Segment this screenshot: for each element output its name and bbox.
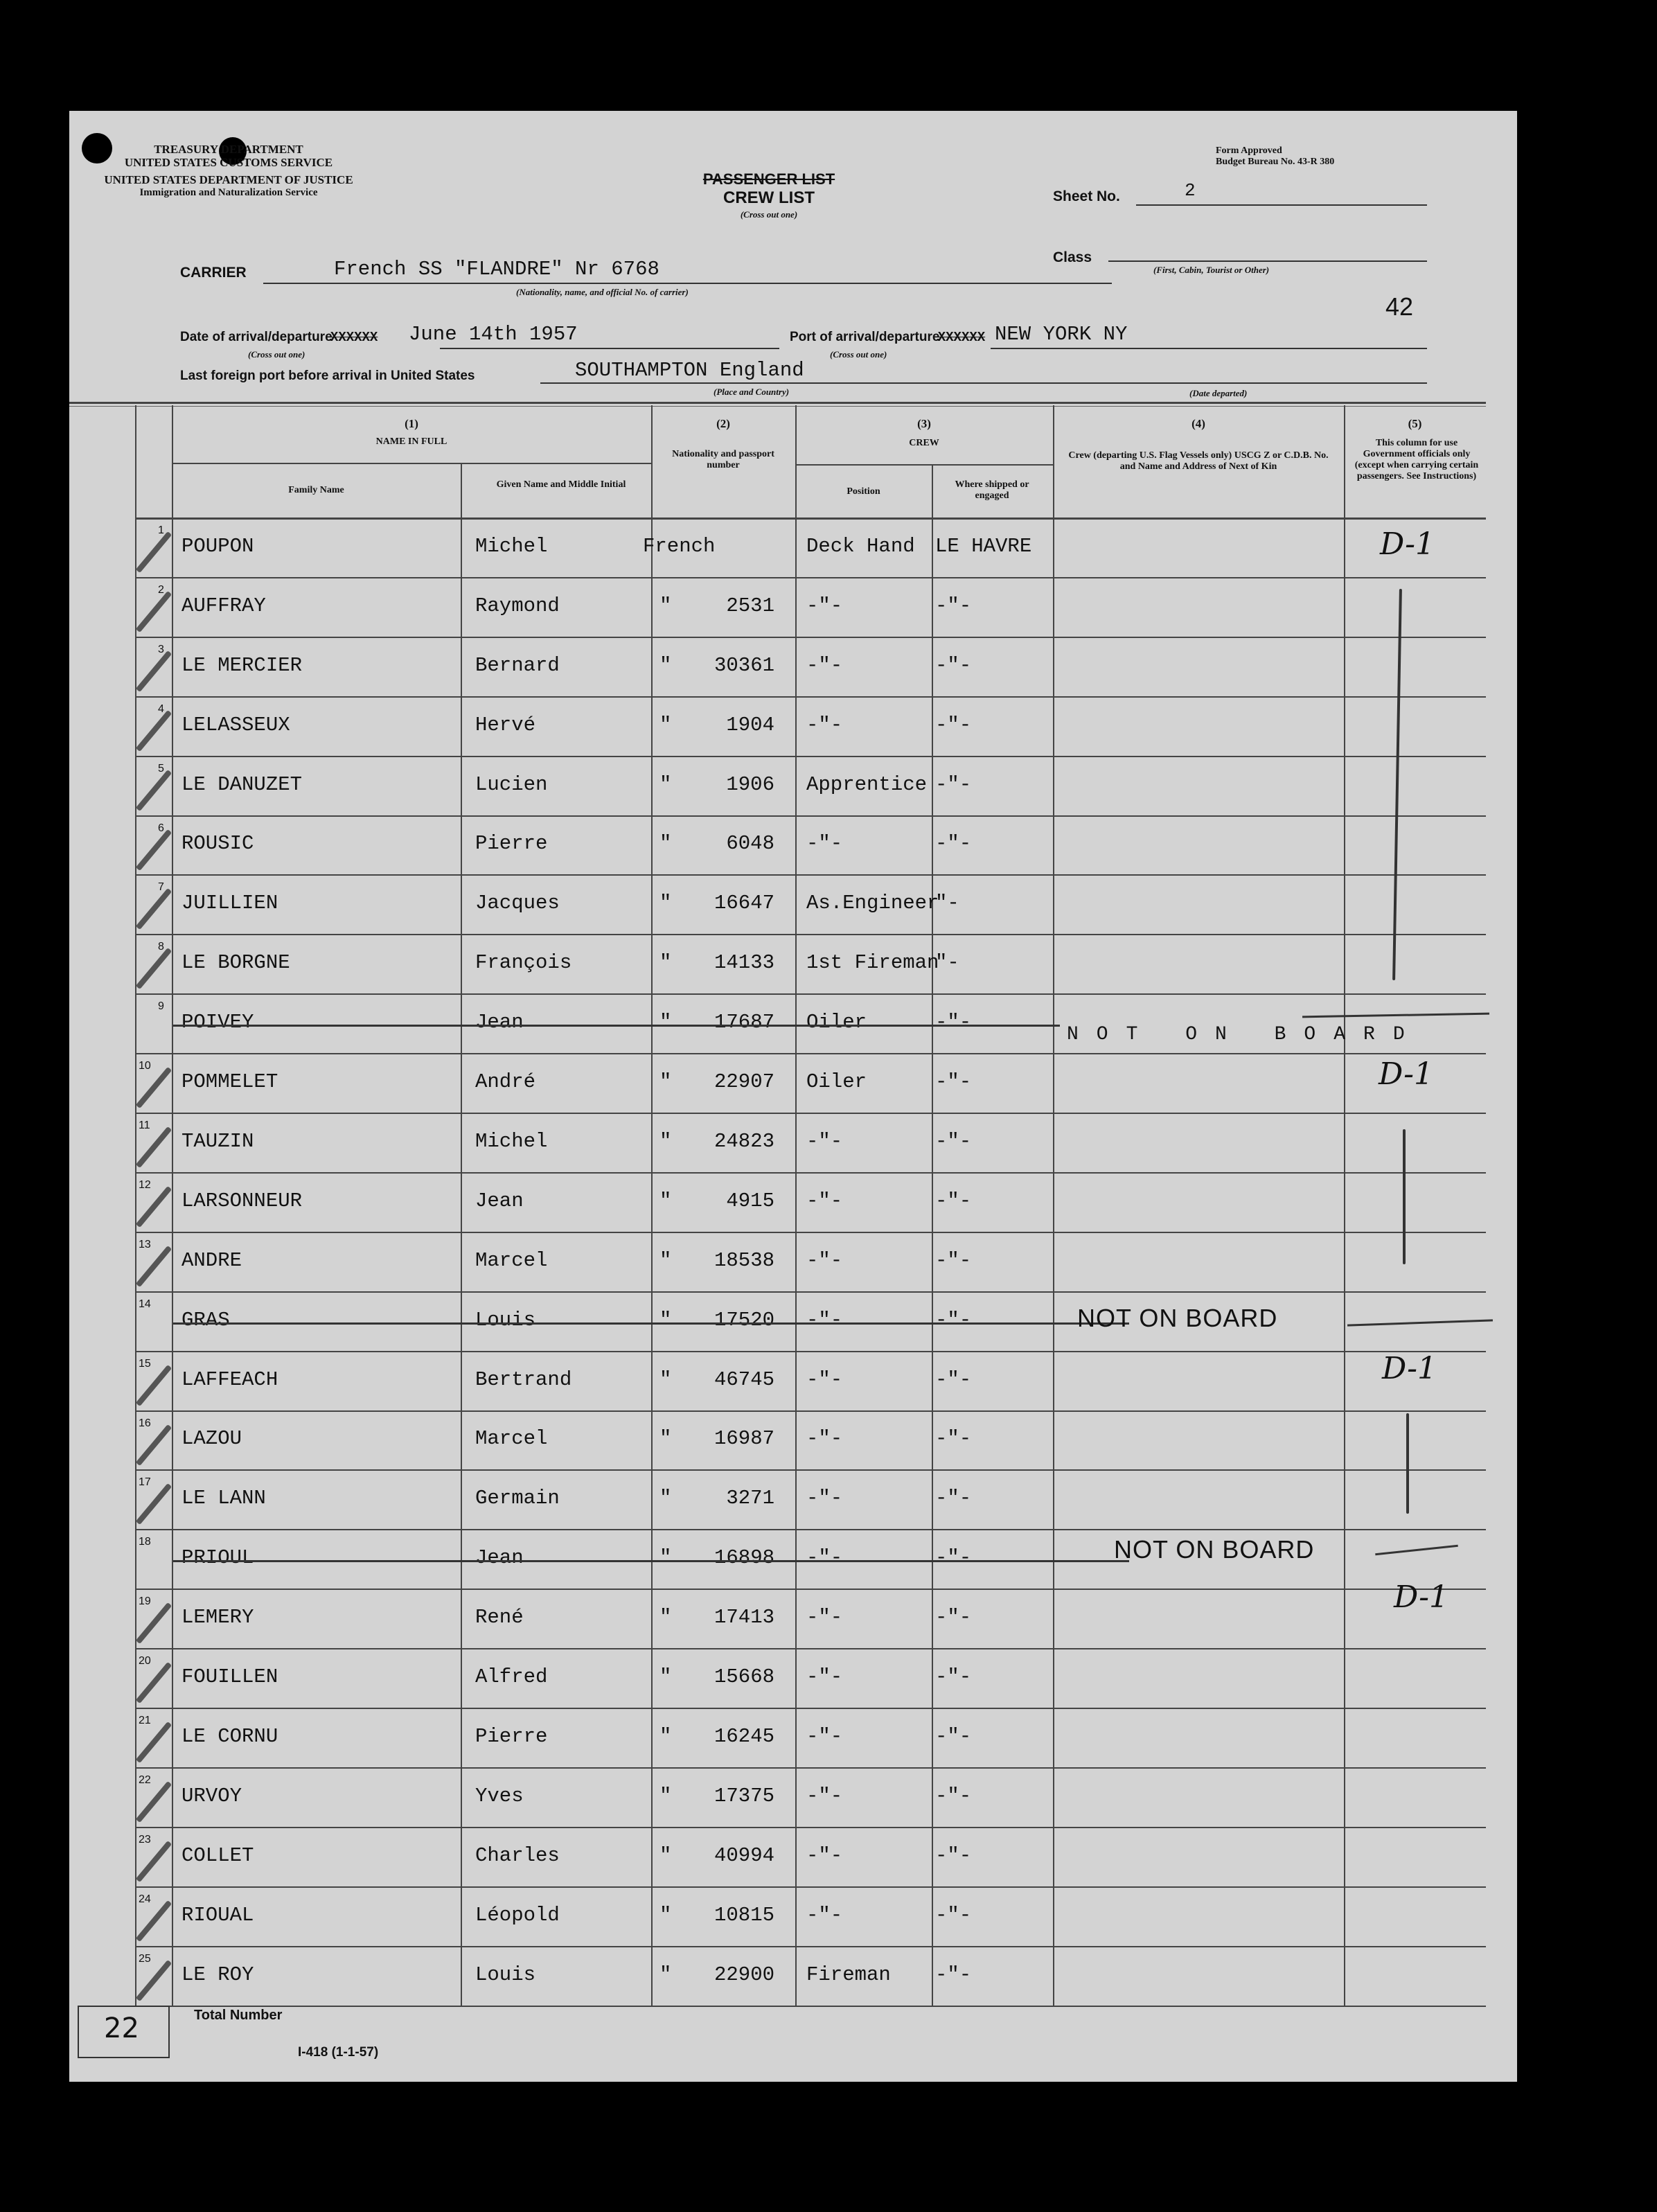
ditto-mark: " — [659, 1248, 672, 1272]
passport-number: 2531 — [726, 594, 774, 617]
row-number: 5 — [158, 762, 164, 775]
row-number: 21 — [139, 1715, 151, 1726]
check-mark — [136, 710, 172, 752]
col5-number: (5) — [1408, 417, 1422, 430]
form-title-crossed: PASSENGER LIST — [702, 170, 835, 188]
col1-title: NAME IN FULL — [375, 436, 448, 447]
agency-line-2: UNITED STATES CUSTOMS SERVICE — [124, 156, 333, 169]
where-shipped: -"- — [935, 594, 972, 617]
ditto-mark: " — [659, 1129, 672, 1153]
col1-number: (1) — [405, 417, 418, 430]
last-port-value: SOUTHAMPTON England — [575, 359, 804, 382]
position: Apprentice — [806, 772, 928, 796]
position: -"- — [806, 1129, 843, 1153]
given-name: Alfred — [475, 1665, 548, 1689]
check-mark — [136, 1841, 172, 1882]
form-number: I-418 (1-1-57) — [298, 2045, 379, 2060]
passport-number: 22907 — [714, 1070, 774, 1094]
port-arrival-label-text: Port of arrival/departure — [790, 330, 940, 344]
position: -"- — [806, 713, 843, 736]
port-arrival-value: NEW YORK NY — [995, 323, 1128, 346]
given-name: Raymond — [475, 594, 560, 617]
given-name: Jean — [475, 1011, 524, 1034]
passport-number: 1906 — [726, 772, 774, 796]
passport-number: 16647 — [714, 892, 774, 915]
passport-number: 24823 — [714, 1129, 774, 1153]
carrier-value: French SS "FLANDRE" Nr 6768 — [334, 258, 659, 281]
check-mark — [136, 829, 172, 870]
family-name: POMMELET — [181, 1070, 278, 1094]
col3-position-header: Position — [847, 486, 880, 497]
passport-number: 6048 — [726, 832, 774, 856]
where-shipped: -"- — [935, 1129, 972, 1153]
col2-number: (2) — [716, 417, 730, 430]
passport-number: 22900 — [714, 1963, 774, 1986]
position: -"- — [806, 832, 843, 856]
ditto-mark: " — [659, 1963, 672, 1986]
sheet-no-value: 2 — [1185, 180, 1196, 201]
title-crossout-note: (Cross out one) — [740, 209, 798, 220]
position: -"- — [806, 1606, 843, 1629]
passport-number: 4915 — [726, 1189, 774, 1212]
given-name: Hervé — [475, 713, 536, 736]
given-name: Jacques — [475, 892, 560, 915]
where-shipped: -"- — [935, 713, 972, 736]
col1-family-header: Family Name — [288, 485, 344, 495]
where-shipped: "- — [935, 951, 959, 975]
hand-bracket-3 — [1406, 1413, 1409, 1514]
row-number: 15 — [139, 1357, 151, 1370]
family-name: LEMERY — [181, 1606, 254, 1629]
handwritten-d1-c: D-1 — [1382, 1351, 1437, 1386]
total-number-value: 22 — [104, 2012, 139, 2044]
ditto-mark: " — [659, 1011, 672, 1034]
ditto-mark: " — [659, 892, 672, 915]
last-port-label: Last foreign port before arrival in United States — [180, 369, 475, 383]
handwritten-d1-b: D-1 — [1379, 1056, 1433, 1092]
row-number: 16 — [139, 1417, 151, 1429]
date-arrival-label-text: Date of arrival/departure — [180, 330, 333, 344]
where-shipped: -"- — [935, 1963, 972, 1986]
check-mark — [136, 1126, 172, 1168]
handwritten-d1-d: D-1 — [1394, 1580, 1448, 1615]
not-on-board-stamp-row14: NOT ON BOARD — [1077, 1304, 1278, 1332]
row-number: 25 — [139, 1952, 151, 1965]
where-shipped: -"- — [935, 653, 972, 677]
ditto-mark: " — [659, 1903, 672, 1927]
row-number: 20 — [139, 1655, 151, 1667]
ditto-mark: " — [659, 1784, 672, 1807]
given-name: Bertrand — [475, 1368, 572, 1391]
where-shipped: -"- — [935, 1784, 972, 1807]
class-note: (First, Cabin, Tourist or Other) — [1153, 265, 1270, 275]
position: -"- — [806, 1903, 843, 1927]
carrier-label: CARRIER — [180, 265, 247, 281]
position: -"- — [806, 1487, 843, 1510]
position: Deck Hand — [806, 534, 915, 558]
carrier-note: (Nationality, name, and official No. of carrier) — [516, 287, 689, 297]
ditto-mark: " — [659, 653, 672, 677]
ditto-mark: " — [659, 1368, 672, 1391]
position: -"- — [806, 1843, 843, 1867]
family-name: RIOUAL — [181, 1903, 254, 1927]
given-name: André — [475, 1070, 536, 1094]
ditto-mark: " — [659, 594, 672, 617]
form-title: CREW LIST — [723, 188, 815, 207]
row-number: 17 — [139, 1476, 151, 1489]
family-name: LELASSEUX — [181, 713, 290, 736]
check-mark — [136, 1662, 172, 1704]
position: Oiler — [806, 1070, 867, 1094]
family-name: LE ROY — [181, 1963, 254, 1986]
check-mark — [136, 651, 172, 692]
check-mark — [136, 1722, 172, 1763]
where-shipped: -"- — [935, 1665, 972, 1689]
family-name: LE LANN — [181, 1487, 266, 1510]
given-name: Marcel — [475, 1248, 548, 1272]
row-number: 22 — [139, 1773, 151, 1786]
date-arrival-value: June 14th 1957 — [409, 323, 578, 346]
col1-given-header: Given Name and Middle Initial — [496, 479, 626, 490]
position: -"- — [806, 1427, 843, 1451]
nationality: French — [643, 534, 716, 558]
family-name: LE BORGNE — [181, 951, 290, 975]
form-approved-text: Form Approved — [1216, 145, 1282, 156]
row-number: 13 — [139, 1238, 151, 1250]
where-shipped: -"- — [935, 1368, 972, 1391]
position: -"- — [806, 1368, 843, 1391]
given-name: René — [475, 1606, 524, 1629]
position: -"- — [806, 1784, 843, 1807]
passport-number: 40994 — [714, 1843, 774, 1867]
given-name: Michel — [475, 1129, 548, 1153]
ditto-mark: " — [659, 1308, 672, 1331]
position: -"- — [806, 1248, 843, 1272]
given-name: François — [475, 951, 572, 975]
ditto-mark: " — [659, 1724, 672, 1748]
passport-number: 17687 — [714, 1011, 774, 1034]
col3-title: CREW — [909, 438, 939, 448]
date-crossed-mark: XXXXXX — [330, 330, 378, 345]
row-number: 8 — [158, 941, 164, 953]
ditto-mark: " — [659, 713, 672, 736]
given-name: Pierre — [475, 832, 548, 856]
position: Fireman — [806, 1963, 891, 1986]
row-number: 24 — [139, 1893, 151, 1905]
family-name: GRAS — [181, 1308, 230, 1331]
check-mark — [136, 769, 172, 811]
not-on-board-typed: NOT ON BOARD — [1067, 1024, 1423, 1045]
check-mark — [136, 948, 172, 989]
family-name: LE DANUZET — [181, 772, 303, 796]
where-shipped: "- — [935, 892, 959, 915]
passport-number: 10815 — [714, 1903, 774, 1927]
position: -"- — [806, 1308, 843, 1331]
row-number: 14 — [139, 1298, 151, 1310]
ditto-mark: " — [659, 1843, 672, 1867]
port-crossout-note: (Cross out one) — [830, 349, 887, 360]
passport-number: 16245 — [714, 1724, 774, 1748]
ditto-mark: " — [659, 1487, 672, 1510]
family-name: LARSONNEUR — [181, 1189, 303, 1212]
not-on-board-stamp-row18: NOT ON BOARD — [1114, 1535, 1315, 1564]
ditto-mark: " — [659, 1427, 672, 1451]
position: 1st Fireman — [806, 951, 939, 975]
given-name: Charles — [475, 1843, 560, 1867]
row-number: 3 — [158, 643, 164, 655]
passport-number: 16898 — [714, 1546, 774, 1570]
check-mark — [136, 531, 172, 573]
stamp-number: 42 — [1385, 292, 1414, 321]
date-departed-note: (Date departed) — [1189, 388, 1248, 398]
where-shipped: -"- — [935, 1248, 972, 1272]
passport-number: 17413 — [714, 1606, 774, 1629]
check-mark — [136, 1483, 172, 1525]
date-crossout-note: (Cross out one) — [248, 349, 305, 360]
agency-line-4: Immigration and Naturalization Service — [139, 187, 318, 198]
col5-title: This column for use Government officials only (except when carrying certain passengers. See Instructions) — [1354, 438, 1479, 481]
row-number: 1 — [158, 524, 164, 536]
position: -"- — [806, 1724, 843, 1748]
given-name: Marcel — [475, 1427, 548, 1451]
position: Oiler — [806, 1011, 867, 1034]
where-shipped: -"- — [935, 1903, 972, 1927]
given-name: Jean — [475, 1546, 524, 1570]
check-mark — [136, 1424, 172, 1465]
ditto-mark: " — [659, 832, 672, 856]
passport-number: 17520 — [714, 1308, 774, 1331]
ditto-mark: " — [659, 1665, 672, 1689]
where-shipped: -"- — [935, 1606, 972, 1629]
position: -"- — [806, 594, 843, 617]
passport-number: 1904 — [726, 713, 774, 736]
family-name: POIVEY — [181, 1011, 254, 1034]
check-mark — [136, 1364, 172, 1406]
given-name: Léopold — [475, 1903, 560, 1927]
where-shipped: -"- — [935, 1308, 972, 1331]
row-number: 6 — [158, 822, 164, 834]
family-name: TAUZIN — [181, 1129, 254, 1153]
row-number: 7 — [158, 881, 164, 894]
last-port-note: (Place and Country) — [714, 387, 790, 397]
col3-number: (3) — [917, 417, 931, 430]
check-mark — [136, 1186, 172, 1228]
position: -"- — [806, 1665, 843, 1689]
check-mark — [136, 1246, 172, 1287]
passport-number: 17375 — [714, 1784, 774, 1807]
given-name: Bernard — [475, 653, 560, 677]
passport-number: 46745 — [714, 1368, 774, 1391]
passport-number: 3271 — [726, 1487, 774, 1510]
where-shipped: -"- — [935, 1070, 972, 1094]
where-shipped: -"- — [935, 1843, 972, 1867]
ditto-mark: " — [659, 951, 672, 975]
given-name: Pierre — [475, 1724, 548, 1748]
row-number: 11 — [139, 1120, 150, 1131]
passport-number: 15668 — [714, 1665, 774, 1689]
port-crossed-mark: XXXXXX — [937, 330, 986, 345]
col4-number: (4) — [1191, 417, 1205, 430]
check-mark — [136, 888, 172, 930]
total-number-label: Total Number — [194, 2008, 283, 2023]
given-name: Lucien — [475, 772, 548, 796]
position: -"- — [806, 653, 843, 677]
ditto-mark: " — [659, 1189, 672, 1212]
family-name: POUPON — [181, 534, 254, 558]
passport-number: 30361 — [714, 653, 774, 677]
family-name: LE MERCIER — [181, 653, 303, 677]
family-name: URVOY — [181, 1784, 242, 1807]
check-mark — [136, 1602, 172, 1644]
family-name: LAZOU — [181, 1427, 242, 1451]
sheet-no-label: Sheet No. — [1053, 188, 1120, 204]
row-number: 9 — [158, 1000, 164, 1013]
crew-list-document — [69, 111, 1517, 2082]
agency-line-1: TREASURY DEPARTMENT — [154, 143, 303, 156]
ditto-mark: " — [659, 1546, 672, 1570]
family-name: ANDRE — [181, 1248, 242, 1272]
where-shipped: LE HAVRE — [935, 534, 1032, 558]
ditto-mark: " — [659, 772, 672, 796]
where-shipped: -"- — [935, 1546, 972, 1570]
given-name: Michel — [475, 534, 548, 558]
check-mark — [136, 1900, 172, 1942]
col3-where-header: Where shipped or engaged — [955, 479, 1029, 501]
row-number: 4 — [158, 702, 164, 715]
given-name: Yves — [475, 1784, 524, 1807]
given-name: Louis — [475, 1963, 536, 1986]
passport-number: 16987 — [714, 1427, 774, 1451]
position: -"- — [806, 1189, 843, 1212]
ditto-mark: " — [659, 1070, 672, 1094]
hand-bracket-2 — [1403, 1129, 1406, 1264]
col2-title: Nationality and passport number — [672, 449, 774, 470]
where-shipped: -"- — [935, 1011, 972, 1034]
passport-number: 18538 — [714, 1248, 774, 1272]
family-name: FOUILLEN — [181, 1665, 278, 1689]
given-name: Jean — [475, 1189, 524, 1212]
family-name: LE CORNU — [181, 1724, 278, 1748]
crew-table — [69, 111, 1517, 2082]
budget-bureau-text: Budget Bureau No. 43-R 380 — [1216, 157, 1335, 167]
where-shipped: -"- — [935, 832, 972, 856]
where-shipped: -"- — [935, 1427, 972, 1451]
check-mark — [136, 1067, 172, 1108]
hand-bracket-1 — [1392, 589, 1402, 980]
class-label: Class — [1053, 249, 1092, 265]
agency-line-3: UNITED STATES DEPARTMENT OF JUSTICE — [104, 173, 353, 186]
row-number: 12 — [139, 1178, 151, 1191]
where-shipped: -"- — [935, 1487, 972, 1510]
position: -"- — [806, 1546, 843, 1570]
given-name: Louis — [475, 1308, 536, 1331]
where-shipped: -"- — [935, 772, 972, 796]
family-name: PRIOUL — [181, 1546, 254, 1570]
row-number: 10 — [139, 1060, 151, 1072]
family-name: LAFFEACH — [181, 1368, 278, 1391]
row-number: 18 — [139, 1536, 151, 1548]
where-shipped: -"- — [935, 1189, 972, 1212]
family-name: AUFFRAY — [181, 594, 266, 617]
family-name: JUILLIEN — [181, 892, 278, 915]
row-number: 2 — [158, 583, 164, 596]
check-mark — [136, 1781, 172, 1823]
col4-title: Crew (departing U.S. Flag Vessels only) USCG Z or C.D.B. No. and Name and Address of Next of Kin — [1068, 450, 1329, 472]
position: As.Engineer — [806, 892, 939, 915]
where-shipped: -"- — [935, 1724, 972, 1748]
family-name: COLLET — [181, 1843, 254, 1867]
row-number: 23 — [139, 1833, 151, 1846]
check-mark — [136, 591, 172, 632]
handwritten-d1-a: D-1 — [1380, 527, 1435, 562]
family-name: ROUSIC — [181, 832, 254, 856]
row-number: 19 — [139, 1595, 151, 1608]
passport-number: 14133 — [714, 951, 774, 975]
ditto-mark: " — [659, 1606, 672, 1629]
check-mark — [136, 1959, 172, 2001]
given-name: Germain — [475, 1487, 560, 1510]
